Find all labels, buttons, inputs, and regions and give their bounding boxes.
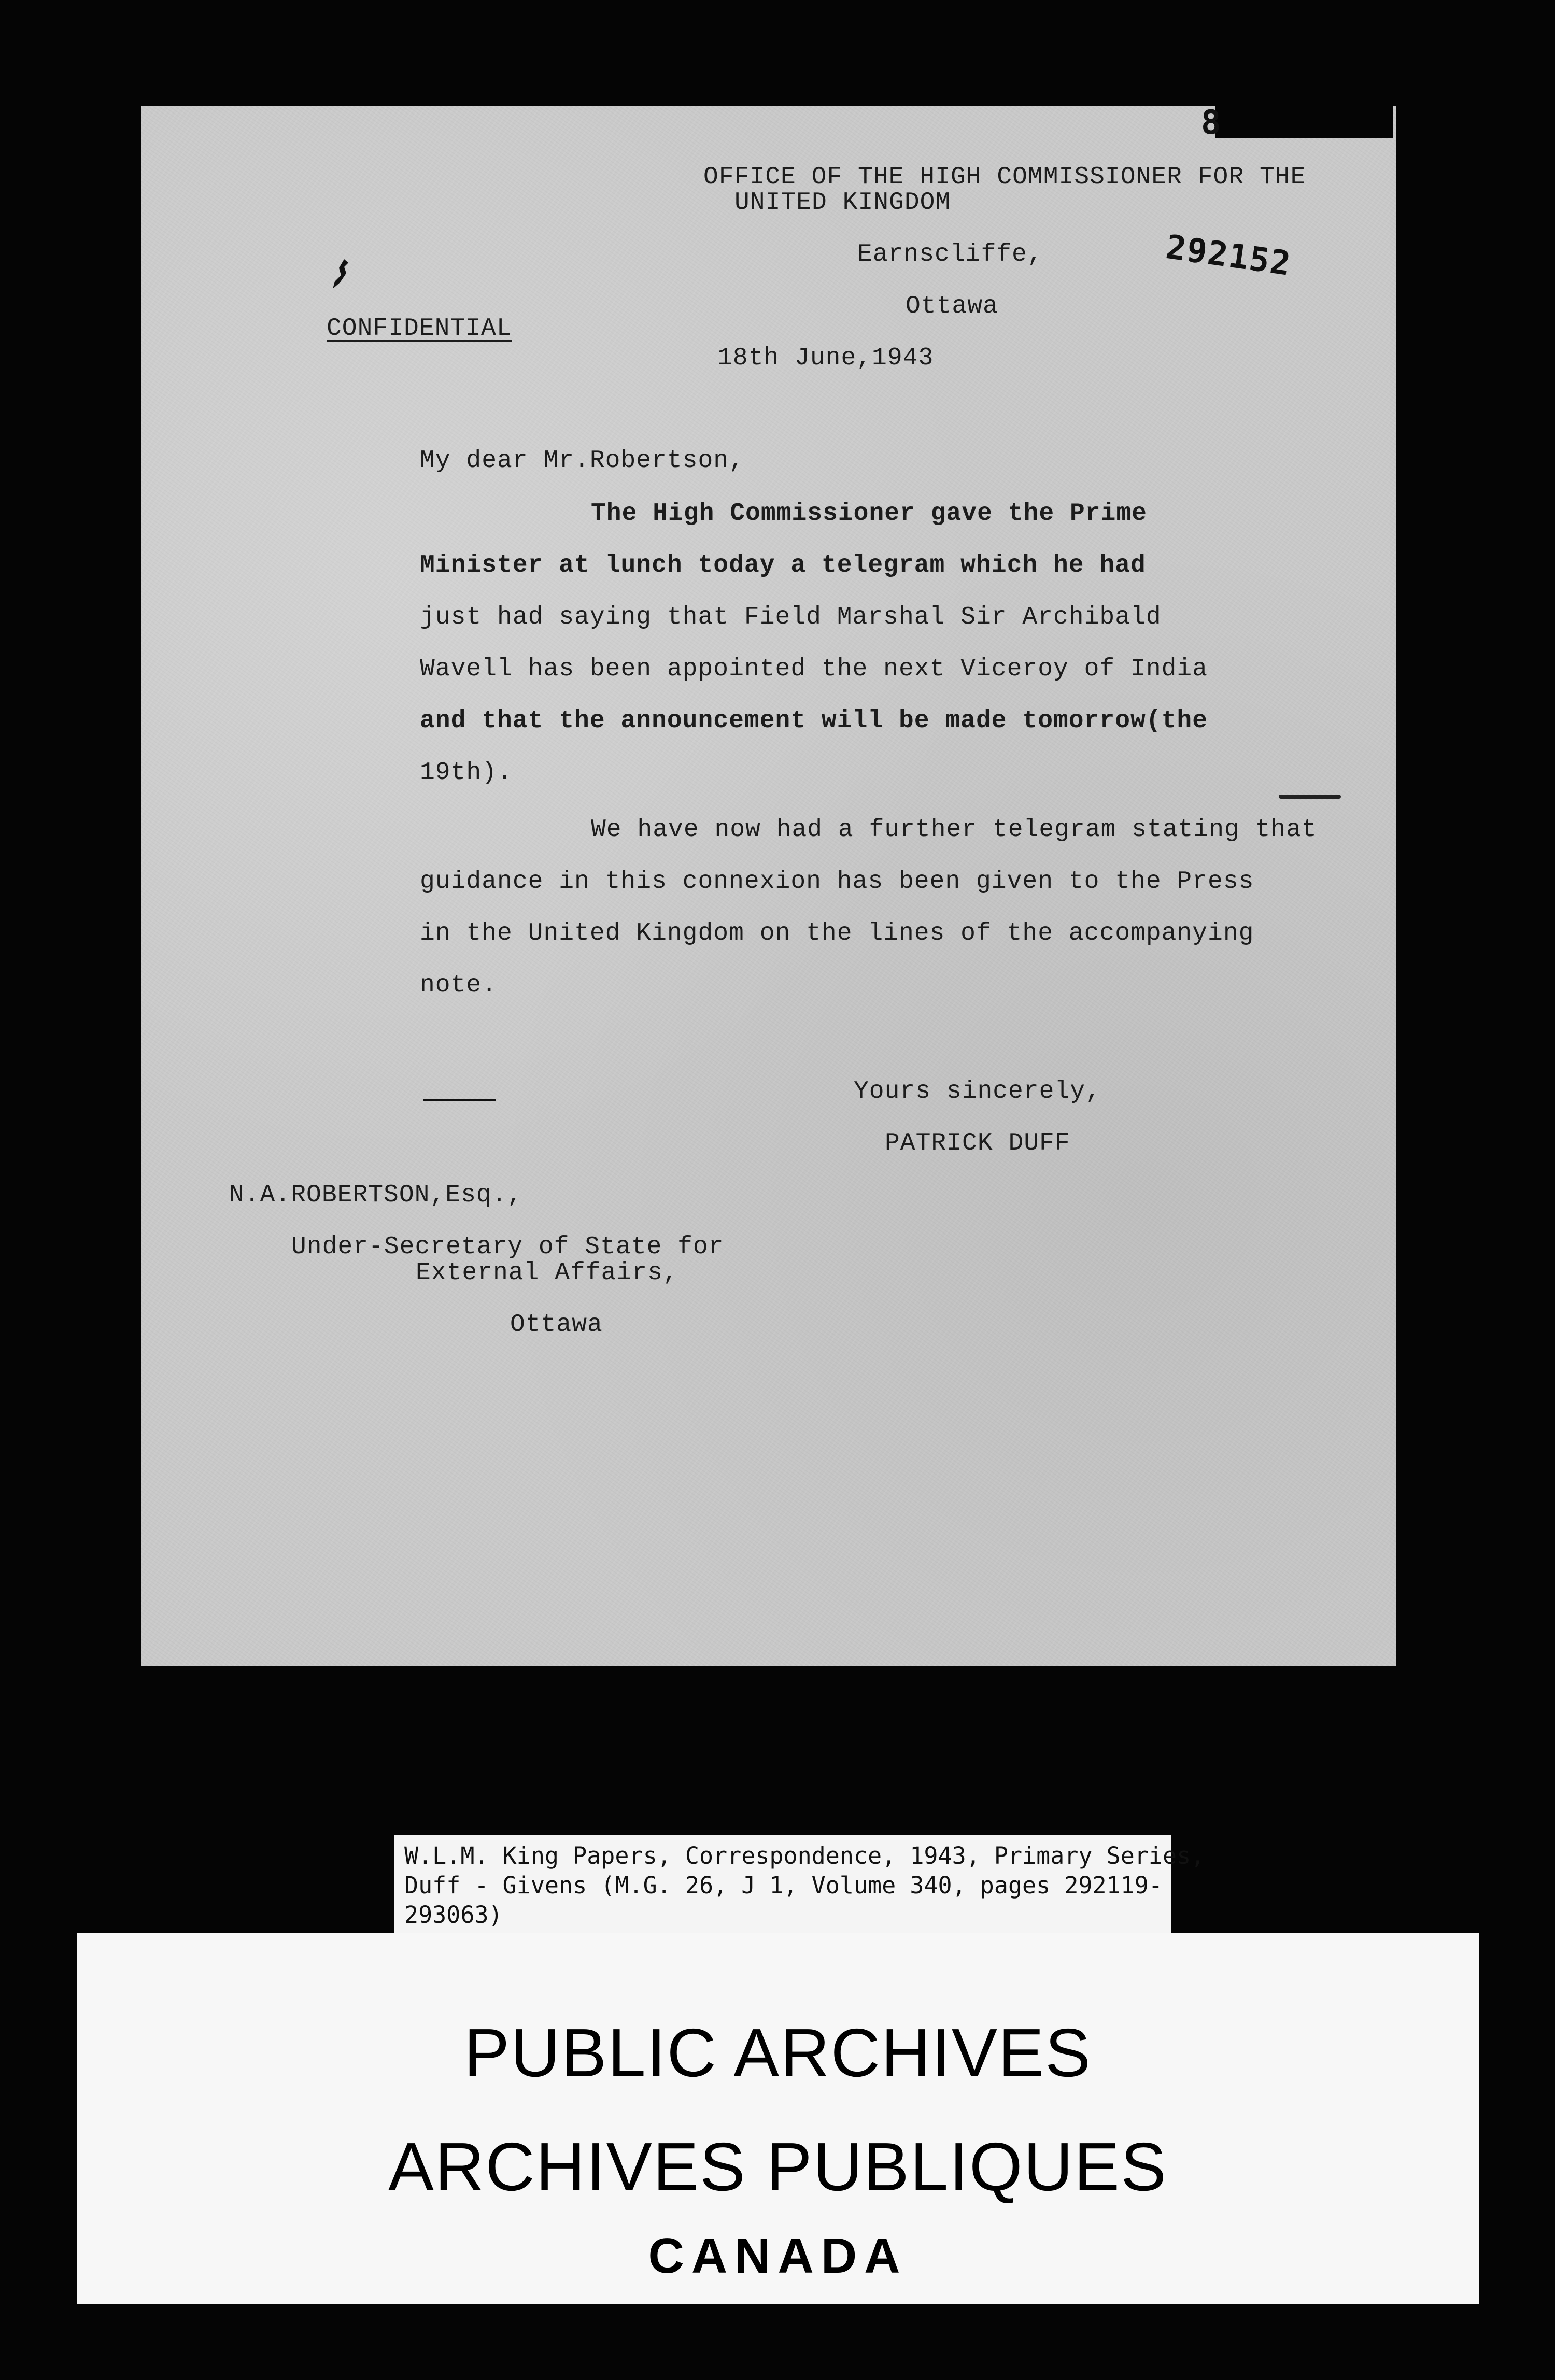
archive-label-line-1: W.L.M. King Papers, Correspondence, 1943, Primary Series,: [404, 1842, 1205, 1869]
corner-redaction-bar: [1215, 106, 1393, 138]
archive-label-line-2: Duff - Givens (M.G. 26, J 1, Volume 340, pages 292119-: [404, 1872, 1163, 1899]
body-line-3: just had saying that Field Marshal Sir Archibald: [420, 603, 1162, 631]
recipient-title-line-1: Under-Secretary of State for: [291, 1233, 724, 1261]
body-line-9: in the United Kingdom on the lines of the accompanying: [420, 919, 1254, 947]
banner-line-2: ARCHIVES PUBLIQUES: [388, 2129, 1168, 2205]
letterhead-line-1: OFFICE OF THE HIGH COMMISSIONER FOR THE: [703, 163, 1306, 191]
archive-reference-label: [394, 1835, 1205, 1933]
banner-line-3: CANADA: [648, 2228, 908, 2284]
body-line-8: guidance in this connexion has been given to the Press: [420, 868, 1254, 896]
body-line-7: We have now had a further telegram stating that: [591, 816, 1317, 844]
recipient-city: Ottawa: [510, 1311, 603, 1339]
archive-label-line-3: 293063): [404, 1901, 503, 1929]
salutation: My dear Mr.Robertson,: [420, 447, 744, 475]
location-line-1: Earnscliffe,: [857, 240, 1043, 268]
signature: PATRICK DUFF: [885, 1129, 1070, 1157]
ink-mark-icon: [329, 257, 354, 293]
body-line-5: and that the announcement will be made tomorrow(the: [420, 707, 1208, 735]
page-number-stamp: 292152: [1163, 228, 1294, 284]
banner-line-1: PUBLIC ARCHIVES: [463, 2015, 1092, 2091]
margin-dash: [423, 1099, 496, 1101]
letterhead-line-2: UNITED KINGDOM: [734, 189, 951, 217]
letter-date: 18th June,1943: [717, 344, 934, 372]
public-archives-banner: [77, 1933, 1479, 2304]
recipient-name: N.A.ROBERTSON,Esq.,: [229, 1181, 523, 1209]
location-line-2: Ottawa: [906, 292, 998, 320]
body-line-10: note.: [420, 971, 498, 999]
letter-page: [141, 106, 1396, 1666]
body-line-1: The High Commissioner gave the Prime: [591, 500, 1147, 528]
body-line-4: Wavell has been appointed the next Viceroy of India: [420, 655, 1208, 683]
closing: Yours sincerely,: [854, 1078, 1101, 1106]
recipient-title-line-2: External Affairs,: [416, 1259, 678, 1287]
corner-digit: 8: [1201, 104, 1221, 142]
india-underline-mark: [1279, 795, 1341, 799]
confidential-label: CONFIDENTIAL: [327, 315, 512, 343]
body-line-6: 19th).: [420, 759, 513, 787]
body-line-2: Minister at lunch today a telegram which he had: [420, 551, 1146, 579]
